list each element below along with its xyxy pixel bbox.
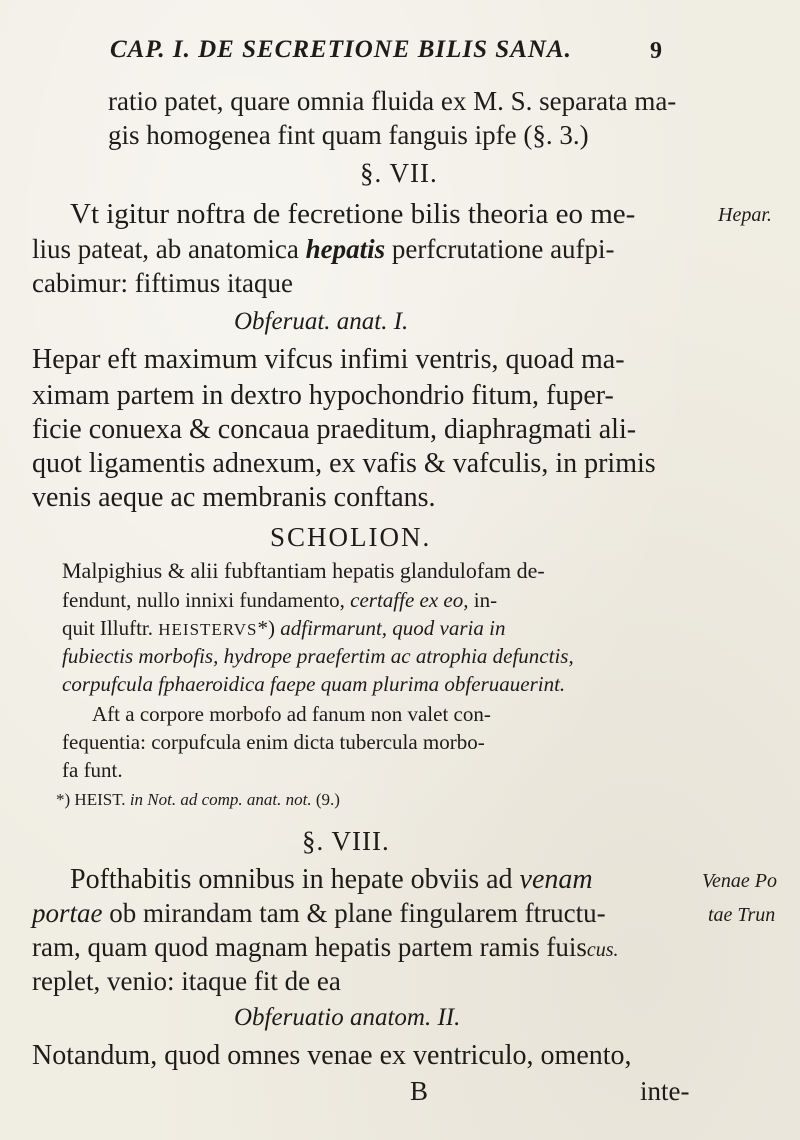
text-line: fa funt. <box>62 758 123 782</box>
margin-note-venae-2: tae Trun <box>708 904 776 926</box>
section-heading: §. VIII. <box>302 826 390 856</box>
text-span: lius pateat, ab anatomica <box>32 234 299 264</box>
author-name: HEISTERVS <box>158 620 258 639</box>
text-span: quit Illuftr. <box>62 616 153 640</box>
signature-mark: B <box>410 1076 429 1106</box>
text-line: corpufcula fphaeroidica faepe quam plurima obferuauerint. <box>62 672 566 696</box>
text-span: (9.) <box>315 790 340 809</box>
catchword: inte- <box>640 1076 690 1106</box>
text-span: Pofthabitis omnibus in hepate obviis ad <box>70 864 513 895</box>
text-line <box>62 616 505 641</box>
text-line: ficie conuexa & concaua praeditum, diaphragmati ali- <box>32 414 637 445</box>
text-line: cabimur: fiftimus itaque <box>32 268 293 298</box>
text-line: gis homogenea fint quam fanguis ipfe (§. 3.) <box>108 120 589 150</box>
text-line: Hepar eft maximum vifcus infimi ventris, quoad ma- <box>32 344 625 375</box>
text-line: Aft a corpore morbofo ad fanum non valet con- <box>92 702 491 726</box>
running-title: CAP. I. DE SECRETIONE BILIS SANA. <box>110 36 572 63</box>
text-span: ob mirandam tam & plane fingularem ftructu- <box>109 898 606 928</box>
text-span: in Not. ad comp. anat. not. <box>129 790 312 809</box>
text-line: Malpighius & alii fubftantiam hepatis glandulofam de- <box>62 558 545 583</box>
observation-heading: Obferuat. anat. I. <box>234 308 409 335</box>
text-span: certaffe ex eo, <box>350 588 469 612</box>
text-line <box>32 234 615 265</box>
text-line <box>70 864 593 896</box>
text-line: Vt igitur noftra de fecretione bilis theoria eo me- <box>70 198 636 230</box>
text-line: fequentia: corpufcula enim dicta tubercula morbo- <box>62 730 485 754</box>
margin-note-venae-3: cus. <box>586 939 619 961</box>
text-line: quot ligamentis adnexum, ex vafis & vafculis, in primis <box>32 448 656 479</box>
text-span: ram, quam quod magnam hepatis partem ramis fuis <box>32 932 587 962</box>
emphasis-hepatis: hepatis <box>305 234 386 264</box>
text-line <box>32 898 606 929</box>
text-span: fendunt, nullo innixi fundamento, <box>62 588 345 612</box>
text-span: perfcrutatione aufpi- <box>391 234 615 264</box>
text-line: ratio patet, quare omnia fluida ex M. S. separata ma- <box>108 86 677 116</box>
emphasis-venam: venam <box>519 864 593 895</box>
text-line: ximam partem in dextro hypochondrio fitum, fuper- <box>32 380 614 411</box>
text-line: replet, venio: itaque fit de ea <box>32 966 341 996</box>
text-line: venis aeque ac membranis conftans. <box>32 482 436 513</box>
scholion-heading: SCHOLION. <box>270 522 432 552</box>
margin-note-venae-1: Venae Po <box>702 870 777 892</box>
text-line: Notandum, quod omnes venae ex ventriculo, omento, <box>32 1040 632 1071</box>
page-number: 9 <box>650 38 662 64</box>
text-span: in- <box>473 588 498 612</box>
text-span: *) HEIST. <box>56 790 126 809</box>
emphasis-portae: portae <box>32 898 103 928</box>
observation-heading: Obferuatio anatom. II. <box>234 1004 461 1031</box>
text-span: adfirmarunt, quod varia in <box>280 616 506 640</box>
section-heading: §. VII. <box>360 158 438 188</box>
text-line: fubiectis morbofis, hydrope praefertim ac atrophia defunctis, <box>62 644 574 668</box>
text-line <box>62 588 497 613</box>
text-line <box>32 932 619 963</box>
footnote-marker: *) <box>257 616 276 640</box>
margin-note-hepar: Hepar. <box>718 204 772 226</box>
footnote <box>56 790 340 810</box>
